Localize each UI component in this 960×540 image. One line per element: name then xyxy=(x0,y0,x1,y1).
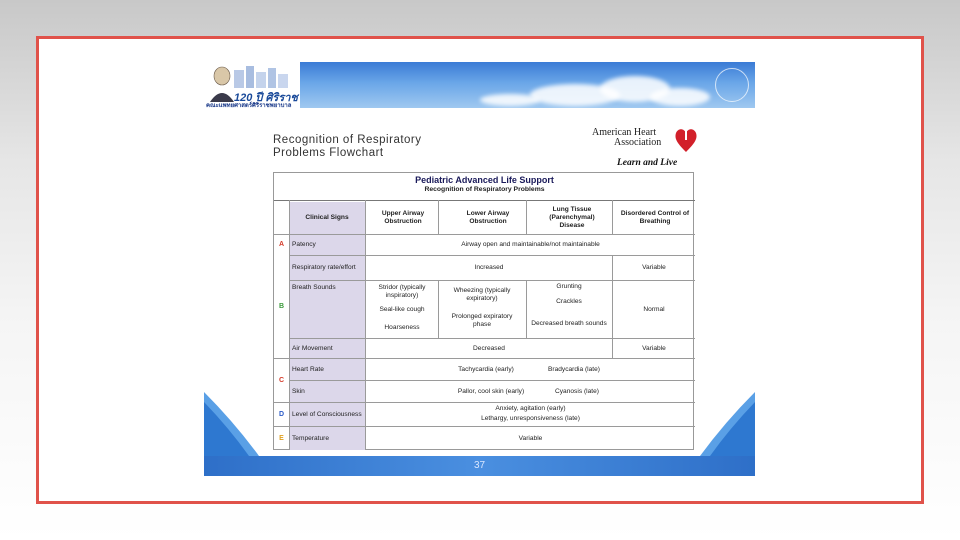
value-wheezing: Wheezing (typically expiratory) xyxy=(453,287,511,302)
letter-d: D xyxy=(278,410,285,418)
label-air-movement: Air Movement xyxy=(292,344,333,352)
value-air-disordered: Variable xyxy=(642,344,666,352)
aha-logo xyxy=(592,124,712,174)
label-consciousness: Level of Consciousness xyxy=(292,410,362,418)
value-hoarseness: Hoarseness xyxy=(384,324,420,331)
value-anxiety: Anxiety, agitation (early) xyxy=(495,405,566,412)
value-seal-cough: Seal-like cough xyxy=(379,306,425,313)
slide-title xyxy=(273,134,422,160)
value-tachycardia: Tachycardia (early) xyxy=(458,365,514,373)
table-subtitle: Recognition of Respiratory Problems xyxy=(424,185,545,193)
value-effort: Increased xyxy=(474,264,504,271)
letter-b: B xyxy=(278,303,285,310)
aha-name: American Heart Association xyxy=(592,127,662,148)
title-line-2: Problems Flowchart xyxy=(273,147,384,159)
label-skin: Skin xyxy=(292,387,305,395)
value-pallor: Pallor, cool skin (early) xyxy=(457,387,525,395)
value-patency: Airway open and maintainable/not maintainable xyxy=(461,241,600,248)
value-grunting: Grunting xyxy=(556,283,582,290)
title-line-1: Recognition of Respiratory xyxy=(273,134,422,146)
logo-anniversary-text: 120 ปี ศิริราช xyxy=(234,92,298,104)
value-crackles: Crackles xyxy=(556,298,582,305)
logo-caption: คณะแพทยศาสตร์ศิริราชพยาบาล xyxy=(206,103,292,109)
label-heart-rate: Heart Rate xyxy=(292,365,324,373)
label-respiratory-effort: Respiratory rate/effort xyxy=(292,264,356,271)
value-effort-disordered: Variable xyxy=(642,264,666,271)
value-temperature: Variable xyxy=(518,434,543,442)
label-patency: Patency xyxy=(292,241,316,248)
value-cyanosis: Cyanosis (late) xyxy=(555,387,599,395)
siriraj-logo xyxy=(204,62,304,112)
header-upper-airway: Upper Airway Obstruction xyxy=(381,209,425,225)
header-lower-airway: Lower Airway Obstruction xyxy=(466,209,510,225)
header-clinical-signs: Clinical Signs xyxy=(305,213,349,221)
letter-e: E xyxy=(279,434,284,442)
label-temperature: Temperature xyxy=(292,434,330,442)
heart-torch-icon xyxy=(674,124,698,154)
slide xyxy=(204,62,755,476)
decorative-wave-right xyxy=(695,392,755,456)
value-prolonged-expiratory: Prolonged expiratory phase xyxy=(451,313,513,328)
slide-footer xyxy=(204,456,755,476)
university-seal-icon xyxy=(715,68,749,102)
value-lethargy: Lethargy, unresponsiveness (late) xyxy=(481,415,580,422)
page-number: 37 xyxy=(473,460,486,471)
value-air-movement: Decreased xyxy=(473,344,505,352)
aha-tagline: Learn and Live xyxy=(617,158,678,168)
value-stridor: Stridor (typically inspiratory) xyxy=(378,284,426,299)
decorative-wave-left xyxy=(204,392,264,456)
letter-c: C xyxy=(278,376,285,384)
value-bradycardia: Bradycardia (late) xyxy=(547,365,601,373)
value-decreased-breath: Decreased breath sounds xyxy=(531,320,607,327)
table-title: Pediatric Advanced Life Support xyxy=(415,174,554,185)
header-disordered-control: Disordered Control of Breathing xyxy=(620,209,690,225)
label-breath-sounds: Breath Sounds xyxy=(292,284,336,291)
pals-table xyxy=(273,172,694,450)
header-sky-band xyxy=(300,62,755,108)
header-lung-tissue: Lung Tissue (Parenchymal) Disease xyxy=(549,205,595,229)
value-breath-disordered: Normal xyxy=(643,305,665,313)
letter-a: A xyxy=(278,241,285,248)
